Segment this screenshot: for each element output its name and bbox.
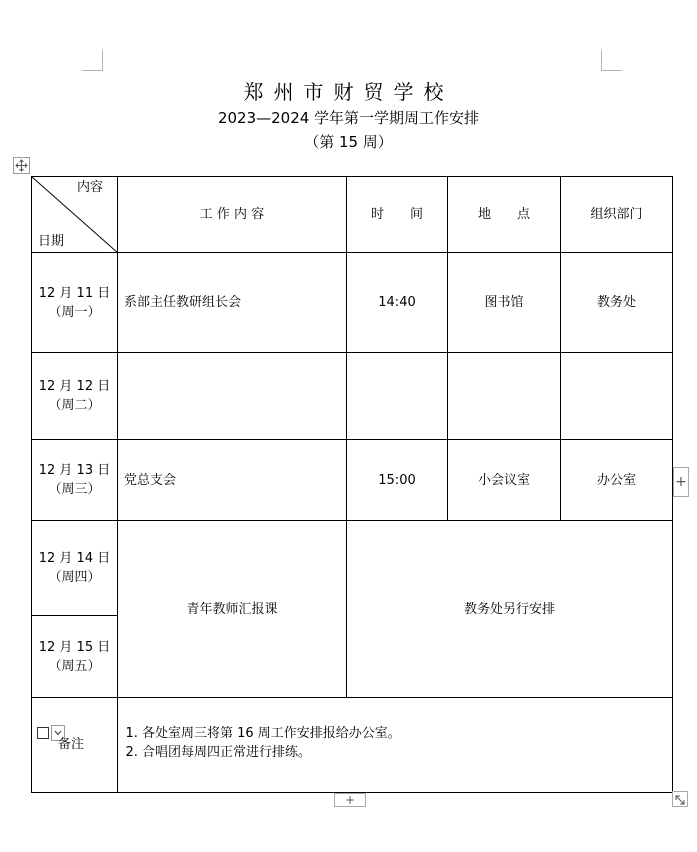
merged-work-cell: 青年教师汇报课: [118, 521, 347, 698]
work-cell: 系部主任教研组长会: [118, 253, 347, 353]
merged-info-cell: 教务处另行安排: [347, 521, 673, 698]
weekday-text: （周三）: [48, 482, 101, 497]
weekday-text: （周二）: [48, 398, 101, 413]
remarks-label: 备注: [58, 737, 85, 752]
place-cell: 图书馆: [448, 253, 561, 353]
content-control-box-icon: [37, 727, 49, 739]
weekday-text: （周四）: [48, 570, 101, 585]
table-row: [32, 440, 673, 521]
list-item: 1. 各处室周三将第 16 周工作安排报给办公室。: [142, 724, 672, 743]
date-cell: [32, 616, 118, 698]
remarks-list: [124, 724, 672, 762]
remarks-row: [32, 698, 673, 793]
add-row-button[interactable]: +: [334, 793, 366, 807]
table-header-row: [32, 177, 673, 253]
time-cell: [347, 353, 448, 440]
work-cell: 党总支会: [118, 440, 347, 521]
table-row: [32, 353, 673, 440]
header-content-label: 内容: [76, 180, 103, 195]
time-cell: 15:00: [347, 440, 448, 521]
header-time: 时 间: [347, 177, 448, 253]
date-text: 12 月 15 日: [38, 639, 111, 655]
dept-cell: [561, 353, 673, 440]
document-subtitle: 2023—2024 学年第一学期周工作安排: [217, 109, 480, 127]
time-cell: 14:40: [347, 253, 448, 353]
document-title: 郑州市财贸学校: [243, 80, 454, 104]
dept-cell: 教务处: [561, 253, 673, 353]
header-work: 工 作 内 容: [118, 177, 347, 253]
table-row: [32, 253, 673, 353]
table-row: [32, 521, 673, 616]
place-cell: [448, 353, 561, 440]
remarks-content-cell: [118, 698, 673, 793]
weekday-text: （周一）: [48, 304, 101, 320]
date-text: 12 月 14 日: [38, 551, 111, 566]
list-item: 2. 合唱团每周四正常进行排练。: [142, 743, 672, 762]
date-cell: [32, 440, 118, 521]
crop-mark-top-right: [601, 50, 622, 71]
add-column-button[interactable]: +: [673, 467, 689, 497]
date-cell: [32, 521, 118, 616]
schedule-table: [31, 176, 673, 793]
table-resize-handle-icon[interactable]: [672, 791, 688, 807]
crop-mark-top-left: [82, 50, 103, 71]
weekday-text: （周五）: [48, 658, 101, 674]
date-text: 12 月 12 日: [38, 379, 111, 394]
week-number: （第 15 周）: [304, 133, 393, 151]
dept-cell: 办公室: [561, 440, 673, 521]
header-dept: 组织部门: [561, 177, 673, 253]
table-move-handle-icon[interactable]: [13, 157, 30, 174]
date-text: 12 月 11 日: [38, 285, 111, 301]
place-cell: 小会议室: [448, 440, 561, 521]
remarks-label-cell: [32, 698, 118, 793]
date-cell: [32, 353, 118, 440]
diagonal-header-cell: [32, 177, 118, 253]
work-cell: [118, 353, 347, 440]
header-date-label: 日期: [38, 234, 65, 249]
date-cell: [32, 253, 118, 353]
header-place: 地 点: [448, 177, 561, 253]
date-text: 12 月 13 日: [38, 463, 111, 478]
